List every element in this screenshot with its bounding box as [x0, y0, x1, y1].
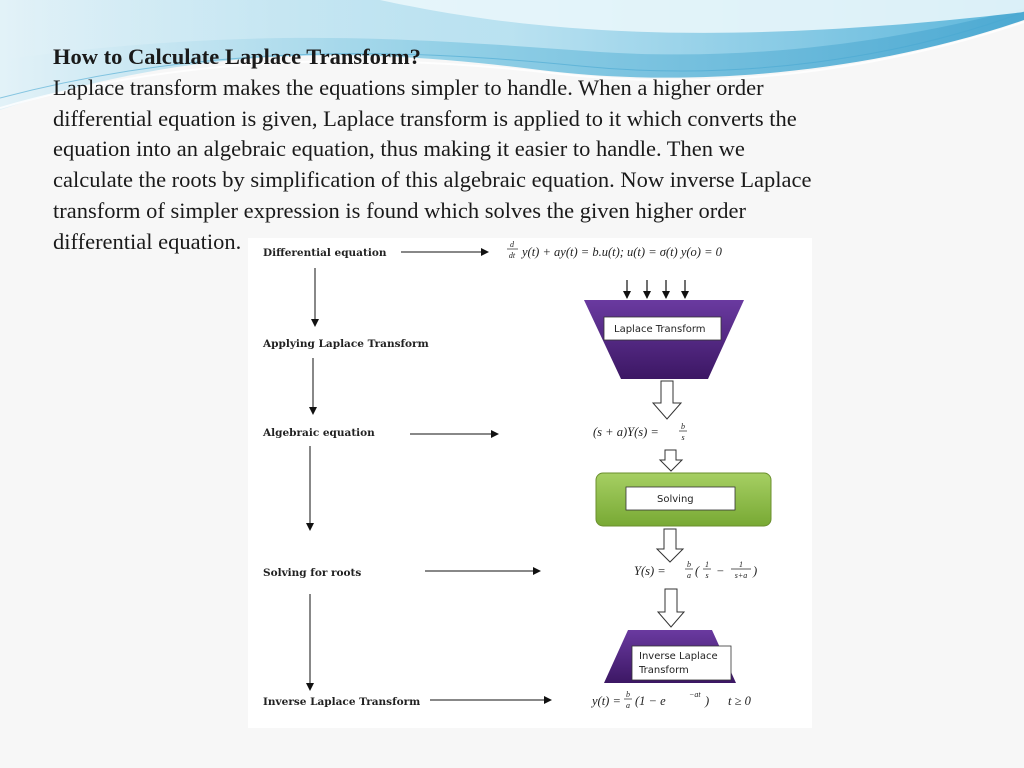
inverse-laplace-label-line2: Transform — [639, 665, 689, 676]
svg-text:Y(s) =: Y(s) = — [634, 564, 666, 578]
body-line: Laplace transform makes the equations simpler to handle. When a higher order — [53, 74, 764, 100]
svg-text:t ≥ 0: t ≥ 0 — [728, 694, 751, 708]
svg-text:): ) — [705, 694, 710, 708]
svg-text:(: ( — [695, 564, 700, 578]
step-inverse-laplace: Inverse Laplace Transform — [263, 696, 421, 708]
step-algebraic-equation: Algebraic equation — [263, 427, 375, 439]
svg-text:a: a — [626, 701, 630, 710]
laplace-box-label: Laplace Transform — [614, 324, 706, 335]
svg-text:−: − — [716, 564, 725, 578]
svg-text:1: 1 — [739, 560, 743, 569]
svg-text:d: d — [510, 240, 514, 249]
body-line: transform of simpler expression is found which solves the given higher order — [53, 197, 746, 223]
body-line: calculate the roots by simplification of this algebraic equation. Now inverse Laplace — [53, 167, 812, 193]
slide-title: How to Calculate Laplace Transform? — [53, 44, 421, 69]
algebraic-equation — [593, 422, 687, 442]
step-solving-roots: Solving for roots — [263, 567, 362, 579]
svg-text:y(t) + ay(t) = b.u(t); u(t) =: y(t) + ay(t) = b.u(t); u(t) = σ(t) y(o) = 0 — [522, 245, 722, 259]
solving-box-label: Solving — [657, 494, 694, 505]
svg-text:b: b — [681, 422, 685, 431]
svg-text:y(t) =: y(t) = — [592, 694, 621, 708]
svg-text:s: s — [705, 571, 709, 580]
hollow-down-arrow — [660, 450, 682, 471]
hollow-down-arrow — [653, 381, 681, 419]
hollow-down-arrow — [657, 529, 683, 562]
svg-text:b: b — [626, 690, 630, 699]
svg-text:s+a: s+a — [734, 571, 748, 580]
body-line: equation into an algebraic equation, thus making it easier to handle. Then we — [53, 136, 745, 162]
body-line: differential equation. — [53, 228, 242, 254]
laplace-flow-diagram — [248, 238, 812, 728]
svg-text:1: 1 — [705, 560, 709, 569]
svg-text:s: s — [681, 433, 685, 442]
slide-text-block — [53, 42, 1003, 258]
step-differential-equation: Differential equation — [263, 247, 387, 259]
diagram-canvas — [248, 238, 812, 728]
hollow-down-arrow — [658, 589, 684, 627]
roots-equation — [634, 560, 757, 580]
svg-text:(s + a)Y(s) =: (s + a)Y(s) = — [593, 425, 659, 439]
svg-text:−at: −at — [689, 690, 701, 699]
svg-text:b: b — [687, 560, 691, 569]
svg-text:): ) — [753, 564, 758, 578]
solution-equation — [590, 690, 752, 710]
svg-text:a: a — [687, 571, 691, 580]
svg-text:(1 − e: (1 − e — [635, 694, 666, 708]
differential-equation — [507, 240, 723, 260]
body-line: differential equation is given, Laplace transform is applied to it which converts the — [53, 105, 797, 131]
svg-text:dt: dt — [508, 251, 516, 260]
step-applying-laplace: Applying Laplace Transform — [263, 338, 429, 350]
inverse-laplace-label-line1: Inverse Laplace — [639, 651, 718, 662]
